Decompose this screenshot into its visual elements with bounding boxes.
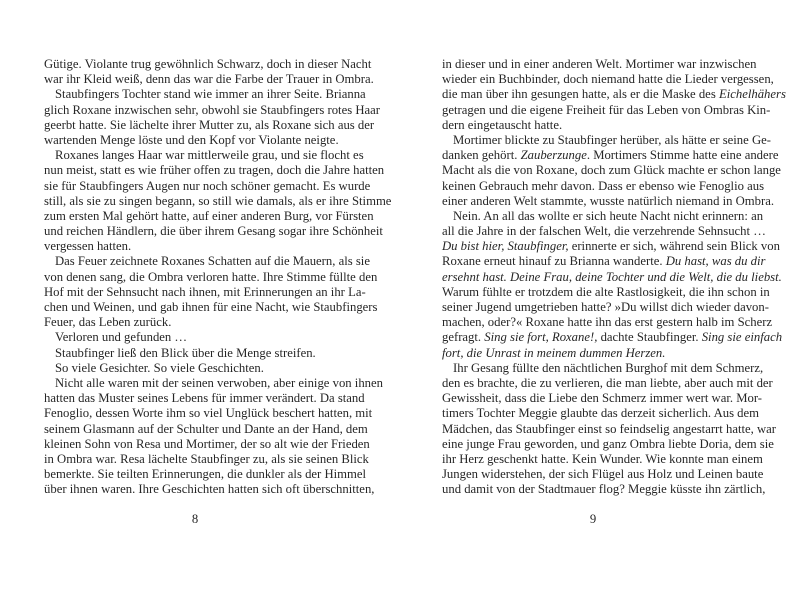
- text-line: Macht als die von Roxane, doch zum Glück machte er schon lange: [442, 163, 781, 178]
- text-line: Gewissheit, dass die Liebe den Schmerz immer wert war. Mor-: [442, 391, 763, 406]
- text-line: glich Roxane inzwischen sehr, obwohl sie Staubfingers rotes Haar: [44, 102, 380, 117]
- text-line: Feuer, das Leben zurück.: [44, 315, 172, 330]
- text-line: Warum fühlte er trotzdem die alte Rastlosigkeit, die ihn schon in: [442, 284, 770, 299]
- text-line: Staubfingers Tochter stand wie immer an ihrer Seite. Brianna: [55, 87, 366, 102]
- text-line: und damit von der Stadtmauer flog? Meggie küsste ihn zärtlich,: [442, 482, 766, 497]
- page-number-right: 9: [589, 512, 597, 526]
- text-line: Roxanes langes Haar war mittlerweile grau, und sie flocht es: [55, 148, 364, 163]
- text-segment: danken gehört.: [442, 148, 521, 163]
- text-segment: Roxane erneut hinauf zu Brianna wanderte.: [442, 254, 666, 269]
- text-line: Nein. An all das wollte er sich heute Nacht nicht erinnern: an: [453, 208, 764, 223]
- text-line: eine junge Frau geworden, und ganz Ombra liebte Doria, dem sie: [442, 436, 774, 451]
- text-line: getragen und die eigene Freiheit für das Leben von Ombras Kin-: [442, 102, 771, 117]
- text-line: bemerkte. Sie teilten Erinnerungen, die dunkler als der Himmel: [44, 467, 367, 482]
- italic-text: ersehnt hast. Deine Frau, deine Tochter und die Welt, die du liebst.: [442, 269, 782, 284]
- text-line: sie für Staubfingers Augen nur noch schöner gemacht. Es wurde: [44, 178, 371, 193]
- text-line: einer anderen Welt stammte, wusste natürlich niemand in Ombra.: [442, 193, 775, 208]
- text-line: [442, 239, 780, 254]
- text-line: So viele Gesichter. So viele Geschichten.: [55, 360, 264, 375]
- text-line: keinen Gebrauch mehr davon. Dass er ebenso wie Fenoglio aus: [442, 178, 765, 193]
- text-line: [442, 269, 782, 285]
- text-line: hatten das Muster seines Lebens für immer verändert. Da stand: [44, 391, 365, 406]
- text-segment: erinnerte er sich, während sein Blick von: [568, 239, 780, 254]
- text-line: kleinen Sohn von Resa und Mortimer, der so alt wie der Frieden: [44, 436, 370, 451]
- text-line: wieder ein Buchbinder, doch niemand hatte die Lieder vergessen,: [442, 72, 774, 87]
- text-line: seiner Jugend umgetrieben hatte? »Du willst dich wieder davon-: [442, 300, 769, 314]
- italic-text: Sing sie einfach: [701, 330, 783, 345]
- text-line: wartenden Menge löste und den Kopf vor Violante neigte.: [44, 132, 339, 147]
- text-line: Hof mit der Sehnsucht nach ihnen, mit Erinnerungen an ihr La-: [44, 284, 366, 299]
- text-segment: die man über ihn gesungen hatte, als er die Maske des: [442, 87, 719, 102]
- text-line: Ihr Gesang füllte den nächtlichen Burghof mit dem Schmerz,: [453, 360, 764, 375]
- text-line: Jungen widerstehen, der sich Flügel aus Holz und Leinen baute: [442, 467, 764, 482]
- text-line: Verloren und gefunden …: [55, 330, 188, 345]
- italic-text: Du bist hier, Staubfinger,: [442, 239, 569, 254]
- text-line: Fenoglio, dessen Worte ihm so viel Unglück beschert hatten, mit: [44, 406, 373, 421]
- text-line: und reichen Händlern, die über ihrem Gesang sogar ihre Schönheit: [44, 224, 383, 239]
- text-line: den es brachte, die zu verlieren, die man liebte, aber auch mit der: [442, 375, 773, 390]
- text-line: [442, 148, 779, 163]
- text-line: chen und Weinen, und gab ihnen für eine Nacht, wie Staubfingers: [44, 300, 378, 314]
- text-line: [442, 254, 766, 269]
- italic-text: Sing sie fort, Roxane!,: [484, 330, 598, 345]
- text-line: Mädchen, das Staubfinger einst so feindselig angestarrt hatte, war: [442, 421, 777, 436]
- text-line: machen, oder?« Roxane hatte ihn das erst gestern halb im Scherz: [442, 315, 773, 330]
- text-line: Nicht alle waren mit der seinen verwoben, aber einige von ihnen: [55, 375, 383, 390]
- text-line: all die Jahre in der falschen Welt, die verzehrende Sehnsucht …: [442, 224, 766, 239]
- text-line: [442, 87, 786, 102]
- text-segment: dachte Staubfinger.: [597, 330, 702, 345]
- italic-text: Du hast, was du dir: [665, 254, 766, 269]
- text-line: timers Tochter Meggie glaubte das derzeit sicherlich. Aus dem: [442, 406, 760, 421]
- text-line: war ihr Kleid weiß, denn das war die Farbe der Trauer in Ombra.: [44, 72, 374, 87]
- text-line: vergessen hatten.: [44, 239, 132, 254]
- italic-text: fort, die Unrast in meinem dummen Herzen.: [442, 345, 666, 360]
- right-page-text: [442, 57, 786, 497]
- text-line: still, als sie zu singen begann, so still wie damals, als er ihre Stimme: [44, 193, 392, 208]
- text-line: nun meist, statt es wie früher offen zu tragen, doch die Jahre hatten: [44, 163, 385, 178]
- text-segment: gefragt.: [442, 330, 485, 345]
- text-line: [442, 330, 783, 345]
- text-line: von denen sang, die Ombra verloren hatte. Ihre Stimme füllte den: [44, 269, 378, 284]
- text-line: [442, 346, 745, 361]
- text-line: Staubfinger ließ den Blick über die Menge streifen.: [55, 345, 316, 360]
- text-line: in Ombra war. Resa lächelte Staubfinger zu, als sie seinen Blick: [44, 451, 369, 466]
- text-line: Gütige. Violante trug gewöhnlich Schwarz, doch in dieser Nacht: [44, 57, 372, 71]
- italic-text: Eichelhähers: [718, 87, 786, 102]
- text-line: Mortimer blickte zu Staubfinger herüber, als hätte er seine Ge-: [453, 132, 771, 147]
- italic-text: Zauberzunge: [520, 148, 587, 163]
- text-line: seinem Glasmann auf der Schulter und Dante an der Hand, dem: [44, 421, 368, 436]
- text-line: zum ersten Mal gehört hatte, auf einer anderen Burg, vor Fürsten: [44, 208, 374, 223]
- text-line: Das Feuer zeichnete Roxanes Schatten auf die Mauern, als sie: [55, 254, 370, 269]
- text-line: geerbt hatte. Sie lächelte ihrer Mutter zu, als Roxane sich aus der: [44, 117, 375, 132]
- text-segment: . Mortimers Stimme hatte eine andere: [586, 148, 779, 163]
- text-line: dern eingetauscht hatte.: [442, 117, 563, 132]
- text-line: ihr Herz geschenkt hatte. Kein Wunder. Wie konnte man einem: [442, 451, 763, 466]
- text-line: in dieser und in einer anderen Welt. Mortimer war inzwischen: [442, 57, 757, 71]
- text-line: über ihnen waren. Ihre Geschichten hatten sich oft überschnitten,: [44, 482, 375, 497]
- page-number-left: 8: [191, 512, 199, 526]
- left-page-text: [44, 57, 392, 497]
